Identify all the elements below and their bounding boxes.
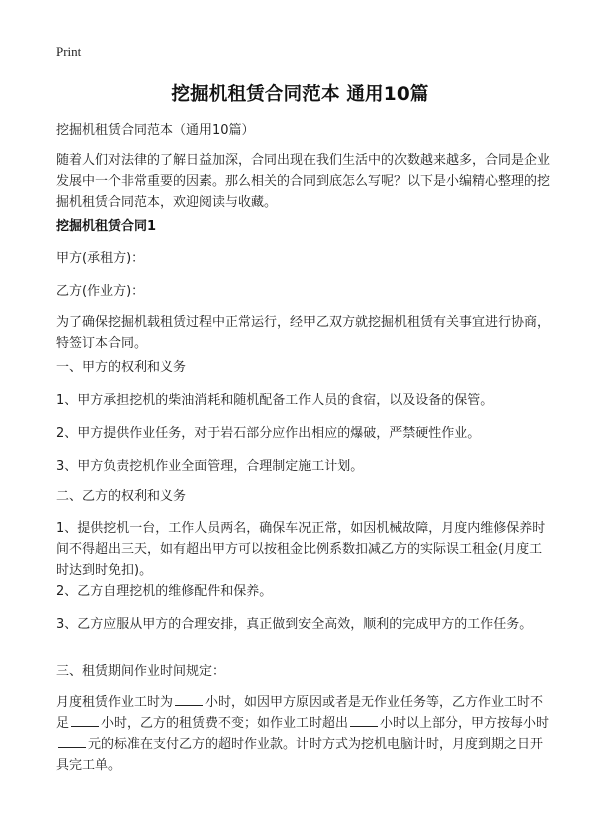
section-3-text-1: 月度租赁作业工时为 xyxy=(56,695,174,710)
section-1-title: 一、甲方的权利和义务 xyxy=(56,360,187,375)
section-1-item-1: 1、甲方承担挖机的柴油消耗和随机配备工作人员的食宿，以及设备的保管。 xyxy=(56,393,494,408)
section-3-text-4: 小时以上部分，甲方按每小时 xyxy=(380,716,550,731)
section-2-item-1: 1、提供挖机一台，工作人员两名，确保车况正常，如因机械故障，月度内维修保养时间不得超出三天，如有超出甲方可以按租金比例系数扣减乙方的实际误工租金(月度工时达到时免扣)。 xyxy=(56,521,546,578)
section-1-item-3: 3、甲方负责挖机作业全面管理，合理制定施工计划。 xyxy=(56,459,364,474)
intro-paragraph: 随着人们对法律的了解日益加深，合同出现在我们生活中的次数越来越多，合同是企业发展中一个非常重要的因素。那么相关的合同到底怎么写呢？以下是小编精心整理的挖掘机租赁合同范本，欢迎阅读与收藏。 xyxy=(56,153,551,210)
party-a-line: 甲方(承租方)： xyxy=(56,251,145,266)
section-3-paragraph xyxy=(56,692,550,776)
section-2-item-3: 3、乙方应服从甲方的合理安排，真正做到安全高效，顺利的完成甲方的工作任务。 xyxy=(56,617,533,632)
section-3-text-2: 小时，如因甲方原因或者是无作业任务等，乙方作业工时不足 xyxy=(56,695,544,731)
contract-heading: 挖掘机租赁合同1 xyxy=(56,219,157,234)
blank-field-rate[interactable] xyxy=(58,734,86,748)
section-3-text-5: 元的标准在支付乙方的超时作业款。计时方式为挖机电脑计时，月度到期之日开具完工单。 xyxy=(56,737,544,773)
blank-field-min-hours[interactable] xyxy=(71,713,99,727)
page-title: 挖掘机租赁合同范本 通用10篇 xyxy=(171,84,429,105)
blank-field-over-hours[interactable] xyxy=(350,713,378,727)
section-2-title: 二、乙方的权利和义务 xyxy=(56,489,187,504)
section-3-title: 三、租赁期间作业时间规定： xyxy=(56,664,226,679)
blank-field-hours[interactable] xyxy=(175,692,203,706)
section-2-item-2: 2、乙方自理挖机的维修配件和保养。 xyxy=(56,584,273,599)
purpose-paragraph: 为了确保挖掘机载租赁过程中正常运行，经甲乙双方就挖掘机租赁有关事宜进行协商，特签订本合同。 xyxy=(56,315,551,351)
document-subtitle: 挖掘机租赁合同范本（通用10篇） xyxy=(56,123,255,138)
section-3-text-3: 小时，乙方的租赁费不变；如作业工时超出 xyxy=(101,716,349,731)
print-link[interactable]: Print xyxy=(56,44,82,59)
party-b-line: 乙方(作业方)： xyxy=(56,284,145,299)
section-1-item-2: 2、甲方提供作业任务，对于岩石部分应作出相应的爆破，严禁硬性作业。 xyxy=(56,426,481,441)
